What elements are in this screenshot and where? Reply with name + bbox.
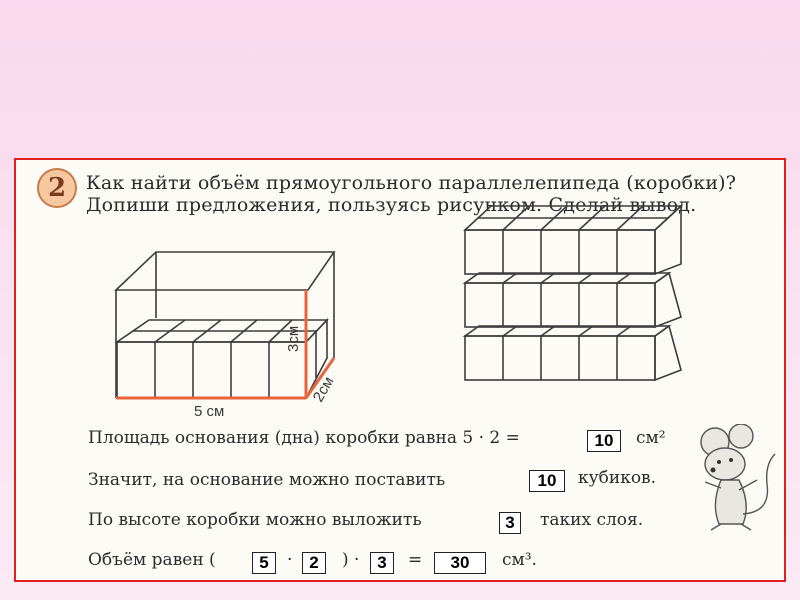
height-label: 3см <box>285 325 302 352</box>
width-label: 2см <box>309 373 338 405</box>
area-answer-box[interactable]: 10 <box>587 430 621 452</box>
volume-equals: = <box>408 550 423 570</box>
volume-close-paren: ) · <box>342 550 360 570</box>
cube-layer-3-front <box>465 336 655 380</box>
area-unit: см² <box>636 428 666 448</box>
cubes-sentence: Значит, на основание можно поставить <box>88 470 446 490</box>
textbook-page <box>14 158 786 582</box>
box-top-face <box>116 252 334 290</box>
volume-answer-box[interactable]: 30 <box>434 552 486 574</box>
mouse-tail <box>743 454 775 514</box>
mouse-illustration <box>691 424 785 536</box>
cube-layer-2-side <box>655 273 681 327</box>
open-box-figure <box>116 252 334 398</box>
stacked-cube-layers <box>465 206 681 380</box>
layers-answer-box[interactable]: 3 <box>499 512 521 534</box>
volume-factor-b-box[interactable]: 2 <box>302 552 326 574</box>
task-number-badge: 2 <box>37 168 77 208</box>
volume-unit: см³. <box>502 550 537 570</box>
cubes-tail: кубиков. <box>578 468 657 488</box>
volume-dot: · <box>287 550 293 570</box>
slide-background-top <box>0 0 800 150</box>
mouse-head <box>705 448 745 480</box>
task-question-line-2: Допиши предложения, пользуясь рисунком. Сделай вывод. <box>86 194 697 216</box>
cube-layer-2-front <box>465 283 655 327</box>
cubes-answer-box[interactable]: 10 <box>529 470 565 492</box>
volume-factor-a-box[interactable]: 5 <box>252 552 276 574</box>
mouse-body <box>715 480 746 524</box>
length-label: 5 см <box>194 403 225 420</box>
volume-factor-c-box[interactable]: 3 <box>370 552 394 574</box>
volume-sentence: Объём равен ( <box>88 550 216 570</box>
mouse-right-ear <box>729 424 753 448</box>
task-question-line-1: Как найти объём прямоугольного параллелепипеда (коробки)? <box>86 172 737 194</box>
layers-sentence: По высоте коробки можно выложить <box>88 510 422 530</box>
layers-tail: таких слоя. <box>540 510 644 530</box>
area-sentence: Площадь основания (дна) коробки равна 5 · 2 = <box>88 428 520 448</box>
cube-layer-1-side <box>655 206 681 274</box>
cube-layer-1-front <box>465 230 655 274</box>
cube-layer-3-side <box>655 326 681 380</box>
cube-layer-front <box>117 342 306 398</box>
